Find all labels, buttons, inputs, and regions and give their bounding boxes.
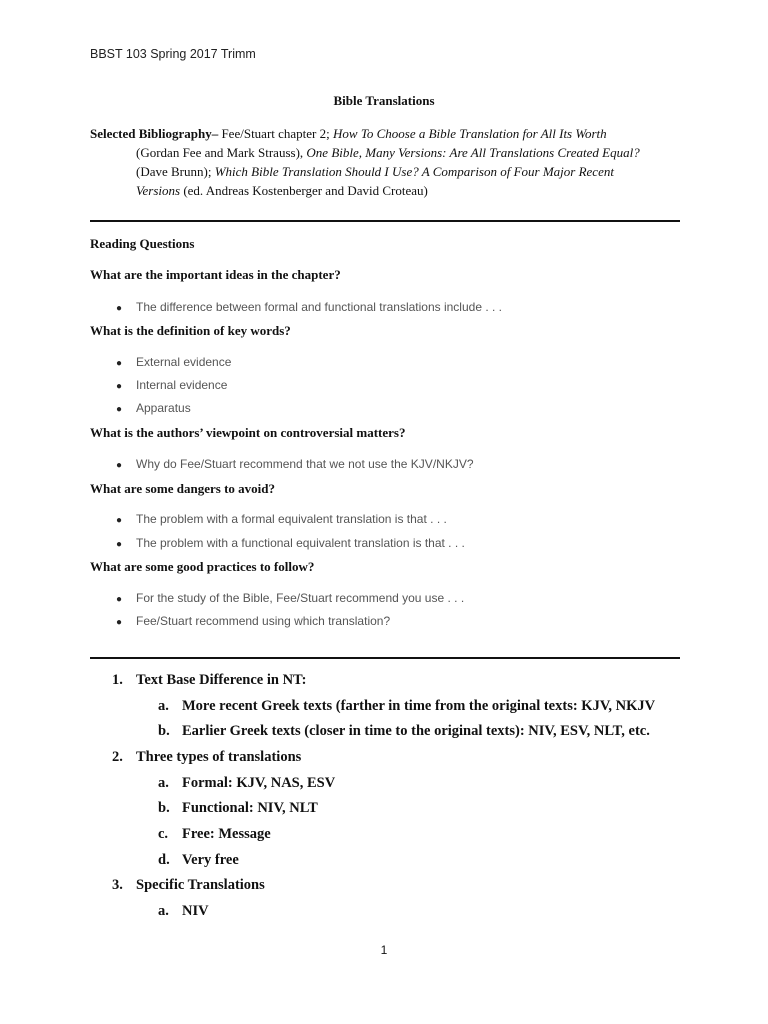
outline-subitem: a. More recent Greek texts (farther in time from the original texts: KJV, NKJV bbox=[158, 698, 656, 714]
bibliography-line-2 bbox=[90, 143, 690, 162]
list-item: ● Apparatus bbox=[116, 401, 191, 415]
section-divider bbox=[90, 657, 680, 659]
outline-item: 2. Three types of translations bbox=[112, 749, 302, 765]
question-heading: What is the definition of key words? bbox=[90, 323, 291, 338]
bullet-icon: ● bbox=[116, 617, 123, 628]
outline-subitem: b. Earlier Greek texts (closer in time to the original texts): NIV, ESV, NLT, etc. bbox=[158, 723, 650, 739]
bullet-icon: ● bbox=[116, 381, 123, 392]
list-item: ● The problem with a functional equivalent translation is that . . . bbox=[116, 536, 465, 550]
bibliography-book-title: One Bible, Many Versions: Are All Translations Created Equal? bbox=[306, 145, 640, 160]
bullet-icon: ● bbox=[116, 303, 123, 314]
bullet-icon: ● bbox=[116, 539, 123, 550]
outline-subitem: a. NIV bbox=[158, 903, 209, 919]
list-item: ● For the study of the Bible, Fee/Stuart recommend you use . . . bbox=[116, 591, 465, 605]
bibliography-line-4 bbox=[90, 181, 690, 200]
bibliography-text: (Dave Brunn); bbox=[136, 164, 215, 179]
bibliography bbox=[90, 124, 690, 200]
bibliography-line-3 bbox=[90, 162, 690, 181]
bibliography-line-1 bbox=[90, 124, 690, 143]
list-item: ● The difference between formal and functional translations include . . . bbox=[116, 300, 502, 314]
outline-subitem: b. Functional: NIV, NLT bbox=[158, 800, 318, 816]
bullet-icon: ● bbox=[116, 460, 123, 471]
bullet-icon: ● bbox=[116, 404, 123, 415]
outline-item: 3. Specific Translations bbox=[112, 877, 265, 893]
reading-questions-heading: Reading Questions bbox=[90, 236, 195, 251]
list-item: ● The problem with a formal equivalent translation is that . . . bbox=[116, 512, 447, 526]
list-item: ● External evidence bbox=[116, 355, 232, 369]
running-header: BBST 103 Spring 2017 Trimm bbox=[90, 47, 256, 61]
outline-item: 1. Text Base Difference in NT: bbox=[112, 672, 307, 688]
question-heading: What is the authors’ viewpoint on controversial matters? bbox=[90, 425, 406, 440]
question-heading: What are the important ideas in the chapter? bbox=[90, 267, 341, 282]
outline-subitem: d. Very free bbox=[158, 852, 239, 868]
bullet-icon: ● bbox=[116, 358, 123, 369]
bibliography-text: (Gordan Fee and Mark Strauss), bbox=[136, 145, 307, 160]
question-heading: What are some good practices to follow? bbox=[90, 559, 315, 574]
list-item: ● Fee/Stuart recommend using which translation? bbox=[116, 614, 391, 628]
bibliography-text: Fee/Stuart chapter 2; bbox=[218, 126, 334, 141]
list-item: ● Why do Fee/Stuart recommend that we not use the KJV/NKJV? bbox=[116, 457, 474, 471]
page-title: Bible Translations bbox=[333, 93, 435, 108]
section-divider bbox=[90, 220, 680, 222]
bibliography-book-title: Versions bbox=[136, 183, 181, 198]
bibliography-book-title: Which Bible Translation Should I Use? A Comparison of Four Major Recent bbox=[214, 164, 614, 179]
question-heading: What are some dangers to avoid? bbox=[90, 481, 276, 496]
bullet-icon: ● bbox=[116, 594, 123, 605]
outline-subitem: a. Formal: KJV, NAS, ESV bbox=[158, 775, 336, 791]
bullet-icon: ● bbox=[116, 515, 123, 526]
outline-subitem: c. Free: Message bbox=[158, 826, 271, 842]
list-item: ● Internal evidence bbox=[116, 378, 228, 392]
bibliography-book-title: How To Choose a Bible Translation for All Its Worth bbox=[333, 126, 607, 141]
bibliography-text: (ed. Andreas Kostenberger and David Croteau) bbox=[180, 183, 428, 198]
page-number: 1 bbox=[380, 943, 388, 957]
bibliography-lead: Selected Bibliography– bbox=[90, 126, 219, 141]
